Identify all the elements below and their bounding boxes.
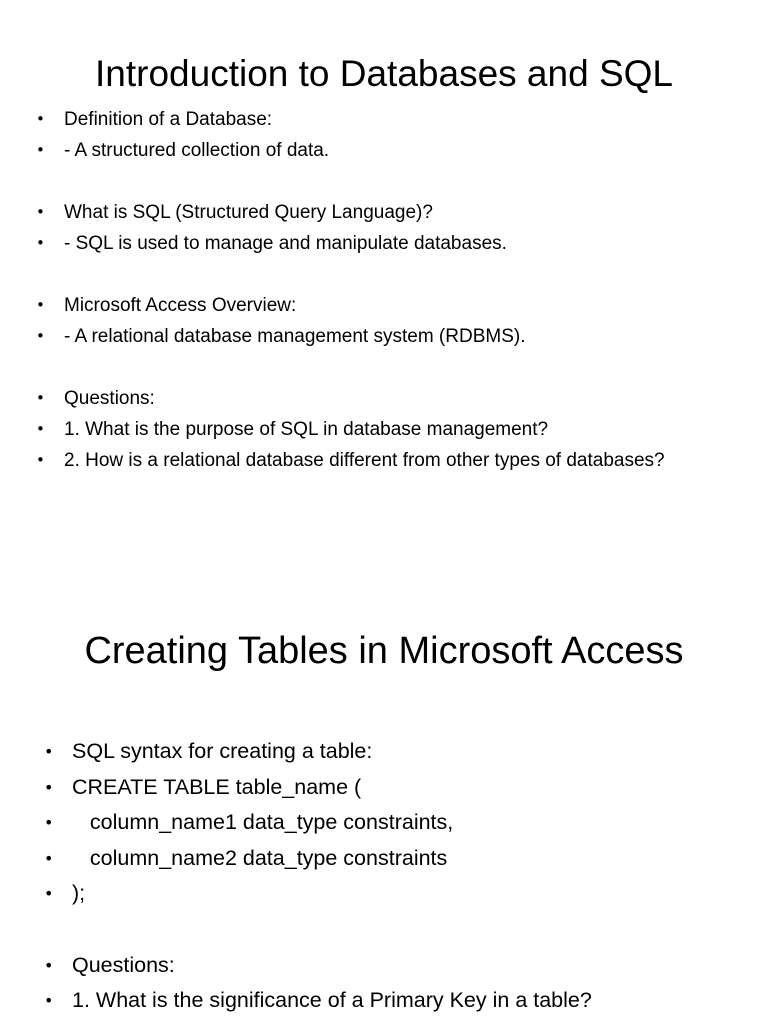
bullet-item — [36, 414, 665, 445]
bullet-dot-icon: • — [44, 991, 54, 1010]
bullet-item — [36, 166, 665, 197]
bullet-dot-icon: • — [36, 420, 45, 438]
bullet-item — [36, 290, 665, 321]
bullet-item — [36, 135, 665, 166]
bullet-item — [36, 197, 665, 228]
slide-1-bullet-list — [36, 104, 665, 476]
bullet-dot-icon: • — [44, 955, 54, 975]
bullet-text: 2. How is a relational database different from other types of databases? — [64, 450, 665, 471]
bullet-text: 1. What is the purpose of SQL in database management? — [64, 419, 549, 440]
bullet-dot-icon: • — [36, 141, 45, 159]
slide-2 — [0, 512, 768, 1024]
bullet-text: ); — [72, 881, 86, 905]
bullet-text: column_name2 data_type constraints — [72, 845, 448, 870]
bullet-dot-icon: • — [36, 451, 45, 469]
bullet-text: - SQL is used to manage and manipulate databases. — [64, 233, 507, 254]
bullet-dot-icon: • — [44, 813, 54, 832]
bullet-text: Microsoft Access Overview: — [64, 295, 297, 316]
bullet-item — [44, 841, 592, 877]
bullet-text: - A structured collection of data. — [64, 140, 330, 161]
bullet-item — [44, 876, 592, 912]
bullet-dot-icon: • — [36, 234, 45, 252]
bullet-text: 1. What is the significance of a Primary Key in a table? — [72, 988, 592, 1012]
bullet-text: What is SQL (Structured Query Language)? — [64, 202, 433, 223]
bullet-item — [36, 321, 665, 352]
bullet-dot-icon: • — [36, 203, 45, 221]
bullet-dot-icon: • — [44, 848, 54, 868]
bullet-text: Definition of a Database: — [64, 109, 273, 130]
bullet-item — [36, 383, 665, 414]
bullet-text: - A relational database management system (RDBMS). — [64, 326, 526, 347]
bullet-item — [36, 445, 665, 476]
bullet-text: SQL syntax for creating a table: — [72, 739, 373, 763]
bullet-dot-icon: • — [44, 777, 54, 797]
bullet-dot-icon: • — [36, 327, 45, 345]
bullet-dot-icon: • — [36, 296, 45, 314]
bullet-item — [44, 948, 592, 984]
bullet-dot-icon: • — [36, 110, 45, 128]
slide-2-bullet-list — [44, 734, 592, 1019]
bullet-text: CREATE TABLE table_name ( — [72, 774, 362, 799]
bullet-item — [44, 983, 592, 1019]
bullet-item — [44, 734, 592, 770]
bullet-item — [36, 228, 665, 259]
bullet-item — [44, 770, 592, 806]
bullet-item — [36, 259, 665, 290]
bullet-text: Questions: — [64, 388, 155, 409]
bullet-dot-icon: • — [44, 884, 54, 903]
bullet-item — [36, 352, 665, 383]
bullet-item — [44, 912, 592, 948]
bullet-dot-icon: • — [44, 742, 54, 761]
bullet-item — [36, 104, 665, 135]
slide-1-title: Introduction to Databases and SQL — [95, 53, 673, 94]
slide-2-title: Creating Tables in Microsoft Access — [84, 630, 684, 672]
bullet-item — [44, 805, 592, 841]
bullet-dot-icon: • — [36, 389, 45, 407]
bullet-text: Questions: — [72, 952, 175, 977]
bullet-text: column_name1 data_type constraints, — [72, 810, 454, 834]
